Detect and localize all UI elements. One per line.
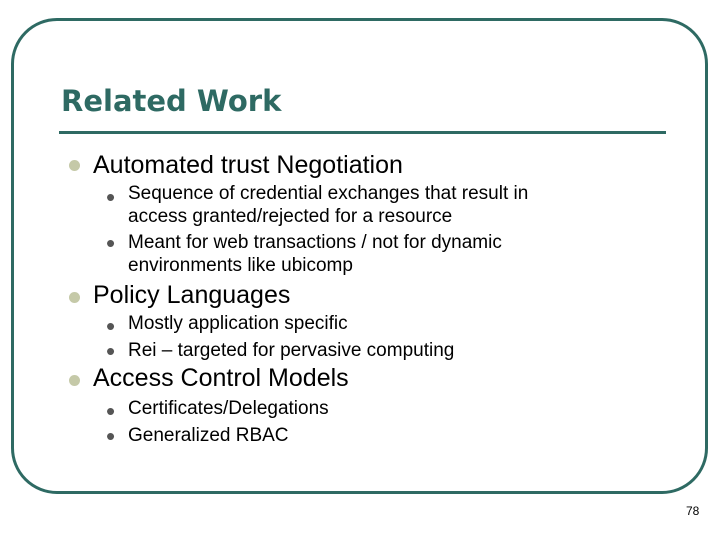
sub-bullet-icon: • <box>106 421 116 451</box>
section-heading-policy-languages: Policy Languages <box>93 281 291 309</box>
list-item <box>128 182 528 228</box>
list-item-line: Sequence of credential exchanges that result in <box>128 183 529 204</box>
slide-title: Related Work <box>61 84 282 118</box>
sub-bullet-icon: • <box>106 336 116 366</box>
sub-bullet-icon: • <box>106 182 116 212</box>
bullet-icon <box>69 160 80 171</box>
list-item: Certificates/Delegations <box>128 398 329 419</box>
bullet-icon <box>69 375 80 386</box>
sub-bullet-icon: • <box>106 396 116 426</box>
section-heading-trust-negotiation: Automated trust Negotiation <box>93 151 403 179</box>
sub-bullet-icon: • <box>106 311 116 341</box>
list-item-line: environments like ubicomp <box>128 255 353 276</box>
list-item: Rei – targeted for pervasive computing <box>128 340 455 361</box>
title-divider <box>59 131 666 134</box>
section-heading-access-control-models: Access Control Models <box>93 364 349 392</box>
list-item-line: Meant for web transactions / not for dynamic <box>128 232 502 253</box>
list-item <box>128 231 502 277</box>
bullet-icon <box>69 292 80 303</box>
sub-bullet-icon: • <box>106 228 116 258</box>
list-item: Generalized RBAC <box>128 425 289 446</box>
list-item-line: access granted/rejected for a resource <box>128 206 453 227</box>
list-item: Mostly application specific <box>128 313 348 334</box>
page-number: 78 <box>686 504 700 518</box>
